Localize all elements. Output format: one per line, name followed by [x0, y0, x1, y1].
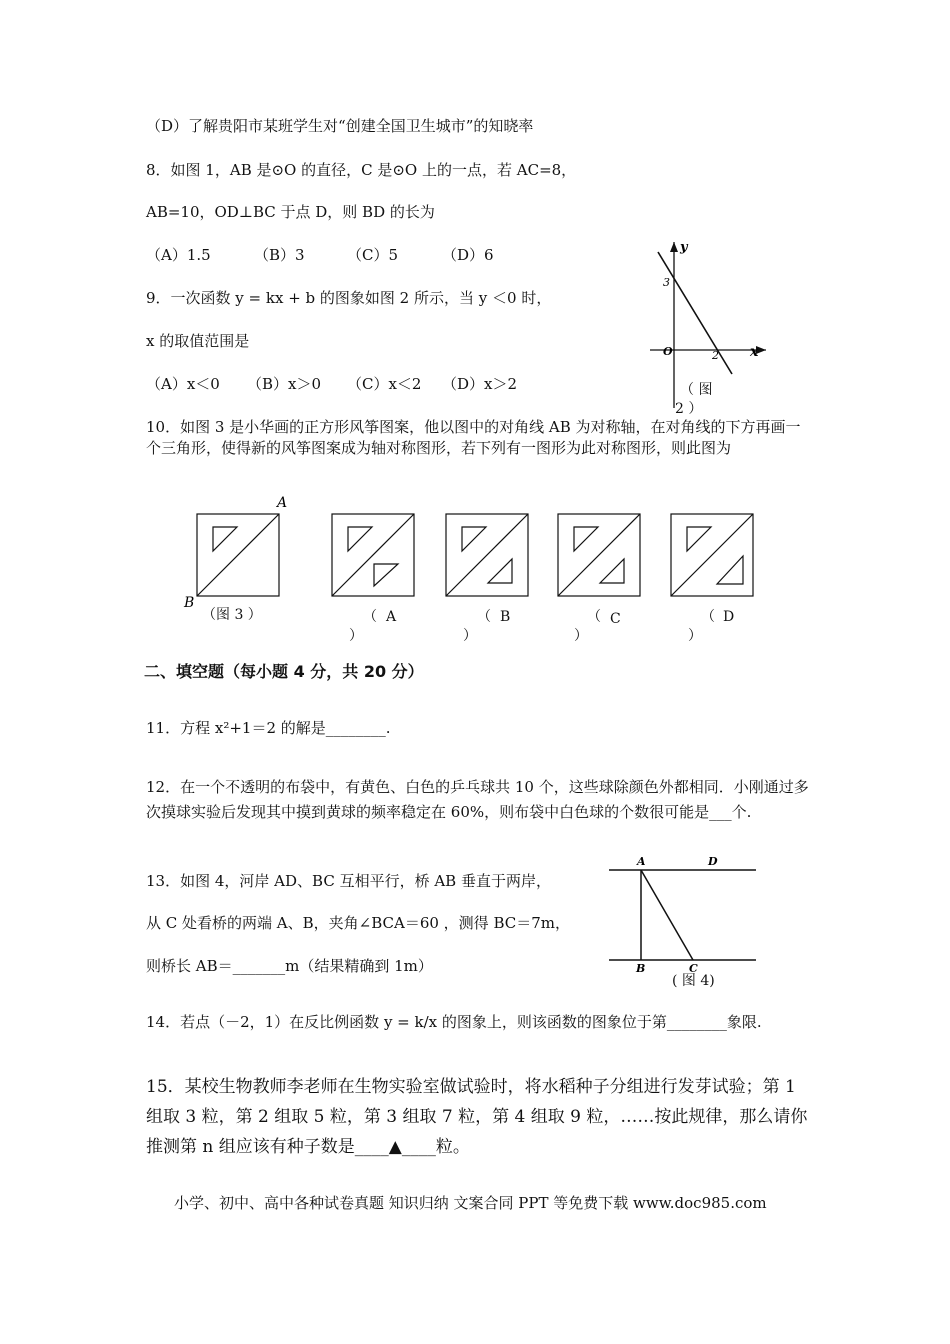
y-axis-label: y [680, 240, 688, 255]
figure-3 [183, 495, 287, 611]
point-c-label: C [689, 962, 698, 974]
origin-label: O [663, 345, 673, 358]
q13-line1: 13．如图 4，河岸 AD、BC 互相平行，桥 AB 垂直于两岸， [146, 872, 551, 890]
q8-line2: AB=10，OD⊥BC 于点 D，则 BD 的长为 [146, 203, 435, 221]
q8-option-b: （B）3 [254, 246, 305, 264]
figure-2-caption-line2: 2 ） [675, 401, 703, 417]
option-b-figure [446, 514, 528, 596]
q15-text: 15．某校生物教师李老师在生物实验室做试验时，将水稻种子分组进行发芽试验；第 1 组取 3 粒，第 2 组取 5 粒，第 3 组取 7 粒，第 4 组取 9 粒，……按此规律，那么请你推测第 n 组应该有种子数是____▲____粒。 [146, 1077, 808, 1157]
option-a-figure [332, 514, 414, 596]
q14-text: 14．若点（－2，1）在反比例函数 y = k/x 的图象上，则该函数的图象位于第________象限. [146, 1013, 762, 1031]
q9-line1: 9．一次函数 y = kx + b 的图象如图 2 所示，当 y ＜0 时， [146, 289, 552, 307]
option-b-open: （ [477, 609, 491, 625]
page-footer: 小学、初中、高中各种试卷真题 知识归纳 文案合同 PPT 等免费下载 www.doc985.com [174, 1194, 767, 1212]
q13-line2: 从 C 处看桥的两端 A、B，夹角∠BCA＝60 ，测得 BC＝7m， [146, 914, 570, 932]
q8-option-d: （D）6 [442, 246, 494, 264]
x-intercept-label: 2 [712, 349, 719, 362]
q9-option-b: （B）x＞0 [247, 375, 322, 393]
y-axis-arrow-icon [670, 242, 678, 252]
x-axis-label: x [750, 344, 759, 360]
section-2-title: 二、填空题（每小题 4 分，共 20 分） [144, 662, 424, 681]
option-d-close: ） [688, 628, 702, 644]
figure-3-label-b: B [184, 595, 195, 611]
point-d-label: D [708, 855, 718, 868]
figure-4-caption: ( 图 4) [672, 973, 715, 989]
q12-text: 12．在一个不透明的布袋中，有黄色、白色的乒乓球共 10 个，这些球除颜色外都相同．小刚通过多次摸球实验后发现其中摸到黄球的频率稳定在 60%，则布袋中白色球的个数很可能是___个. [146, 778, 809, 821]
option-c-close: ） [574, 628, 588, 644]
option-a-close: ） [349, 628, 363, 644]
figure-3-caption: （图 3 ） [202, 607, 262, 623]
q10-text: 10．如图 3 是小华画的正方形风筝图案，他以图中的对角线 AB 为对称轴，在对角线的下方再画一个三角形，使得新的风筝图案成为轴对称图形，若下列有一图形为此对称图形，则此图为 [146, 418, 801, 457]
option-c-letter: C [610, 611, 621, 627]
option-d-open: （ [701, 609, 715, 625]
option-d-letter: D [723, 609, 735, 625]
q9-line2: x 的取值范围是 [146, 332, 250, 350]
option-a-open: （ [363, 609, 377, 625]
option-a-letter: A [386, 609, 397, 625]
q8-line1: 8．如图 1，AB 是⊙O 的直径，C 是⊙O 上的一点，若 AC=8， [146, 161, 577, 179]
point-b-label: B [636, 962, 646, 974]
option-d-figure [671, 514, 753, 596]
q7-option-d: （D）了解贵阳市某班学生对“创建全国卫生城市”的知晓率 [146, 117, 534, 135]
q8-option-a: （A）1.5 [146, 246, 211, 264]
option-b-letter: B [500, 609, 511, 625]
option-c-figure [558, 514, 640, 596]
y-intercept-label: 3 [663, 276, 670, 289]
q13-line3: 则桥长 AB＝_______m（结果精确到 1m） [146, 957, 433, 975]
option-b-close: ） [463, 628, 477, 644]
q9-option-c: （C）x＜2 [347, 375, 422, 393]
q9-option-a: （A）x＜0 [146, 375, 220, 393]
figure-4-river [606, 852, 762, 974]
q9-option-d: （D）x＞2 [442, 375, 518, 393]
figure-2-caption-line1: （ 图 [680, 382, 713, 398]
option-c-open: （ [587, 609, 601, 625]
point-a-label: A [637, 855, 646, 868]
figure-3-kites [180, 494, 770, 614]
sightline-ac [641, 870, 693, 960]
q8-option-c: （C）5 [347, 246, 399, 264]
q11-text: 11．方程 x²+1＝2 的解是________. [146, 719, 391, 737]
figure-3-label-a: A [277, 495, 288, 511]
